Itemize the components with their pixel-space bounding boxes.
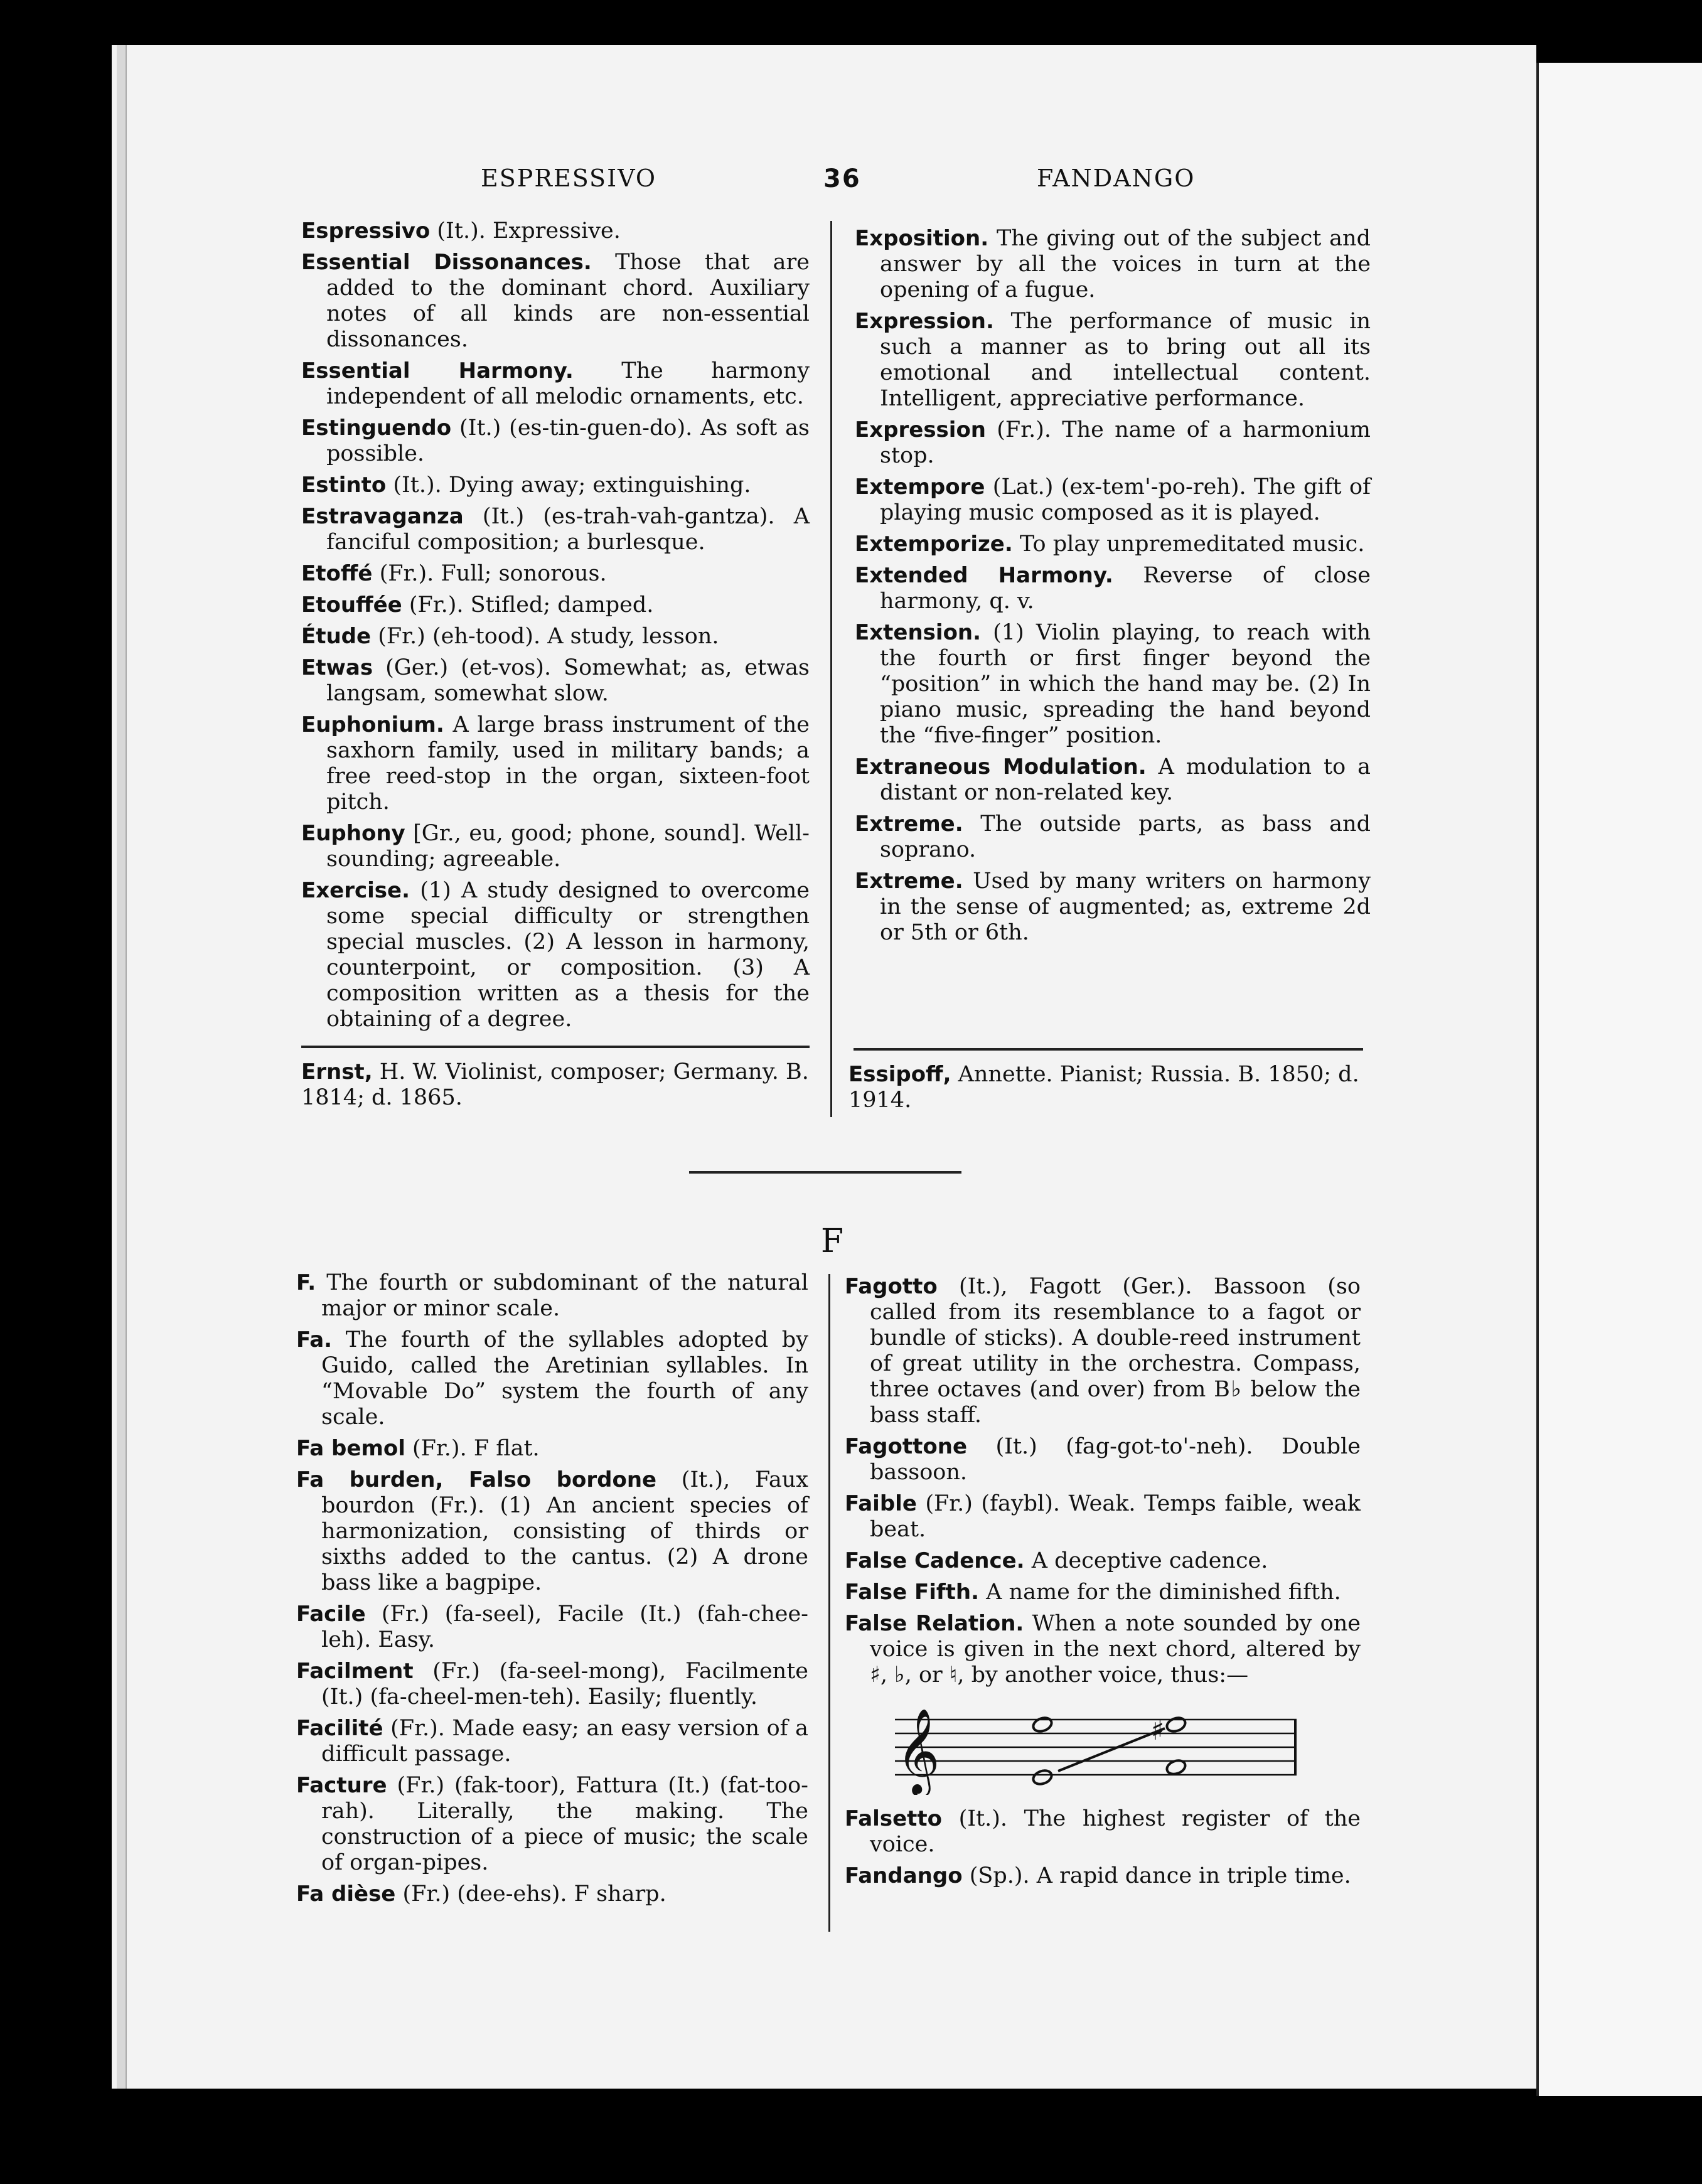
entry-headword: Facture [296, 1773, 387, 1798]
entry-headword: Falsetto [845, 1806, 942, 1831]
entry-definition: The outside parts, as bass and soprano. [880, 811, 1371, 862]
entry-headword: Expression. [855, 309, 994, 334]
entry-headword: Etoffé [301, 561, 373, 586]
entry-definition: (Sp.). A rapid dance in triple time. [962, 1863, 1351, 1888]
entry-headword: Extreme. [855, 869, 963, 894]
entry-headword: Faible [845, 1491, 917, 1516]
running-head-right: FANDANGO [1037, 164, 1196, 192]
dictionary-entry [301, 415, 810, 467]
entry-headword: Extraneous Modulation. [855, 754, 1147, 779]
entry-headword: Essential Harmony. [301, 358, 574, 383]
entry-headword: Estinguendo [301, 415, 452, 441]
dictionary-entry [845, 1274, 1361, 1428]
dictionary-entry [845, 1491, 1361, 1543]
dictionary-entry [855, 563, 1371, 614]
bio-text: Annette. Pianist; Russia. B. 1850; d. 1914. [848, 1062, 1359, 1113]
entry-headword: Fa burden, Falso bordone [296, 1467, 657, 1492]
entry-definition: (Fr.) (fa-seel-mong), Facilmente (It.) (fa-cheel-men-teh). Easily; fluently. [321, 1659, 808, 1710]
dictionary-entry [845, 1580, 1361, 1605]
entry-definition: Those that are added to the dominant chord. Auxiliary notes of all kinds are non-essential dissonances. [326, 250, 810, 352]
entry-headword: Estravaganza [301, 504, 464, 529]
entry-definition: (Fr.). Made easy; an easy version of a difficult passage. [321, 1716, 808, 1767]
entry-headword: Essential Dissonances. [301, 250, 592, 275]
entry-headword: Exercise. [301, 878, 410, 903]
rule-right [854, 1048, 1363, 1051]
entry-definition: (1) A study designed to overcome some special difficulty or strengthen special muscles. (2) A lesson in harmony, counterpoint, or composition. (3) A composition written as a thesis for the obtaining of a degree. [326, 878, 810, 1032]
entry-headword: Estinto [301, 473, 387, 498]
running-head-left: ESPRESSIVO [481, 164, 657, 192]
entry-headword: F. [296, 1270, 316, 1295]
entry-headword: Facilité [296, 1716, 383, 1741]
dictionary-entry [296, 1659, 808, 1710]
entry-headword: Fagottone [845, 1434, 968, 1459]
dictionary-entry [301, 250, 810, 353]
treble-clef-icon: 𝄞 [896, 1707, 940, 1794]
dictionary-entry [301, 878, 810, 1032]
sharp-icon: ♯ [1151, 1715, 1165, 1747]
entry-definition: (It.). Dying away; extinguishing. [386, 473, 751, 498]
column-divider-top [830, 221, 832, 1117]
entry-definition: Used by many writers on harmony in the sense of augmented; as, extreme 2d or 5th or 6th. [880, 869, 1371, 945]
entry-headword: Extempore [855, 474, 985, 500]
dictionary-entry [301, 655, 810, 707]
dictionary-entry [301, 821, 810, 872]
rule-left [301, 1046, 810, 1048]
entry-definition: Reverse of close harmony, q. v. [880, 563, 1371, 614]
entry-headword: Fa dièse [296, 1882, 396, 1907]
entry-headword: Étude [301, 624, 372, 649]
dictionary-entry [301, 624, 810, 650]
entry-headword: Fagotto [845, 1274, 938, 1299]
entry-definition: (Fr.) (fak-toor), Fattura (It.) (fat-too-rah). Literally, the making. The construction of a piece of music; the scale of organ-pipes. [321, 1773, 808, 1875]
column-divider-bottom [828, 1274, 830, 1932]
dictionary-entry [845, 1548, 1361, 1574]
half-note-icon [1031, 1768, 1053, 1786]
dictionary-entry [296, 1716, 808, 1767]
entry-headword: False Fifth. [845, 1580, 980, 1605]
entry-definition: (It.), Fagott (Ger.). Bassoon (so called from its resemblance to a fagot or bundle of sticks). A double-reed instrument of great utility in the orchestra. Compass, three octaves (and over) from B♭ below the bass staff. [870, 1274, 1361, 1428]
entry-definition: The giving out of the subject and answer by all the voices in turn at the opening of a fugue. [880, 226, 1371, 302]
bio-text: H. W. Violinist, composer; Germany. B. 1814; d. 1865. [301, 1059, 809, 1110]
dictionary-entry [855, 474, 1371, 526]
entry-headword: False Relation. [845, 1611, 1024, 1636]
dictionary-entry [845, 1434, 1361, 1485]
dictionary-entry [845, 1611, 1361, 1688]
entry-headword: Extemporize. [855, 532, 1013, 557]
dictionary-entry [301, 561, 810, 587]
entry-definition: (Fr.). The name of a harmonium stop. [880, 417, 1371, 468]
dictionary-entry [296, 1436, 808, 1462]
entry-definition: (It.) (fag-got-to'-neh). Double bassoon. [870, 1434, 1361, 1485]
entry-definition: (1) Violin playing, to reach with the fourth or first finger beyond the “position” in which the hand may be. (2) In piano music, spreading the hand beyond the “five-finger” position. [880, 620, 1371, 748]
dictionary-entry [296, 1327, 808, 1430]
dictionary-entry [301, 473, 810, 498]
entry-definition: (It.). Expressive. [430, 218, 621, 244]
entry-definition: (It.). The highest register of the voice. [870, 1806, 1361, 1857]
entry-headword: Expression [855, 417, 987, 442]
dictionary-entry [296, 1467, 808, 1596]
dictionary-entry [301, 218, 810, 244]
bio-ernst [301, 1059, 810, 1111]
entry-headword: Facile [296, 1602, 366, 1627]
dictionary-entry [301, 358, 810, 410]
dictionary-entry [855, 754, 1371, 806]
bio-essipoff [848, 1062, 1363, 1113]
entry-headword: Euphony [301, 821, 405, 846]
dictionary-entry [855, 869, 1371, 946]
dictionary-entry [845, 1806, 1361, 1858]
entry-definition: (Fr.). Stifled; damped. [402, 592, 654, 618]
entry-definition: (It.) (es-trah-vah-gantza). A fanciful composition; a burlesque. [326, 504, 810, 555]
entry-headword: Facilment [296, 1659, 414, 1684]
entry-definition: A modulation to a distant or non-related key. [880, 754, 1371, 805]
entry-definition: (Fr.) (faybl). Weak. Temps faible, weak beat. [870, 1491, 1361, 1542]
entry-definition: (Lat.) (ex-tem'-po-reh). The gift of playing music composed as it is played. [880, 474, 1371, 525]
entry-definition: A large brass instrument of the saxhorn family, used in military bands; a free reed-stop in the organ, sixteen-foot pitch. [326, 712, 810, 815]
section-rule [689, 1171, 961, 1174]
entry-headword: Fandango [845, 1863, 963, 1888]
music-staff-svg [889, 1701, 1303, 1795]
bio-headword: Essipoff, [848, 1062, 951, 1087]
entry-definition: [Gr., eu, good; phone, sound]. Well-sounding; agreeable. [326, 821, 810, 872]
half-note-icon [1165, 1715, 1187, 1733]
dictionary-entry [855, 417, 1371, 469]
entry-definition: The harmony independent of all melodic ornaments, etc. [326, 358, 810, 409]
entry-definition: The fourth or subdominant of the natural major or minor scale. [316, 1270, 808, 1321]
column-right-bottom [845, 1274, 1361, 1895]
entry-definition: A name for the diminished fifth. [979, 1580, 1341, 1605]
dictionary-entry [301, 712, 810, 815]
entry-headword: Fa bemol [296, 1436, 405, 1461]
dictionary-entry [301, 504, 810, 555]
entry-definition: To play unpremeditated music. [1012, 532, 1365, 557]
entry-definition: (Fr.). Full; sonorous. [372, 561, 607, 586]
dictionary-entry [855, 309, 1371, 412]
bio-headword: Ernst, [301, 1059, 373, 1084]
entry-headword: Fa. [296, 1327, 333, 1352]
dictionary-entry [855, 532, 1371, 557]
entry-definition: A deceptive cadence. [1024, 1548, 1268, 1573]
entry-definition: The performance of music in such a manner as to bring out all its emotional and intellectual content. Intelligent, appreciative performance. [880, 309, 1371, 411]
entry-headword: Espressivo [301, 218, 431, 244]
entry-headword: Extended Harmony. [855, 563, 1113, 588]
dictionary-entry [845, 1863, 1361, 1889]
entry-definition: (Fr.) (dee-ehs). F sharp. [395, 1882, 666, 1907]
dictionary-entry [296, 1602, 808, 1653]
page-number: 36 [823, 164, 861, 193]
column-left-top [301, 218, 810, 1038]
entry-definition: (Ger.) (et-vos). Somewhat; as, etwas langsam, somewhat slow. [326, 655, 810, 706]
entry-definition: When a note sounded by one voice is given in the next chord, altered by ♯, ♭, or ♮, by another voice, thus:— [870, 1611, 1361, 1688]
half-note-icon [1031, 1715, 1053, 1733]
dictionary-entry [296, 1882, 808, 1907]
entry-headword: Extension. [855, 620, 982, 645]
entry-headword: Etouffée [301, 592, 402, 618]
entry-headword: False Cadence. [845, 1548, 1025, 1573]
dictionary-entry [296, 1270, 808, 1322]
dictionary-entry [296, 1773, 808, 1876]
entry-headword: Etwas [301, 655, 373, 680]
dictionary-entry [855, 620, 1371, 749]
music-staff-example [889, 1701, 1303, 1795]
column-left-bottom [296, 1270, 808, 1913]
entry-headword: Exposition. [855, 226, 989, 251]
facing-page-edge [1536, 63, 1702, 2096]
dictionary-entry [301, 592, 810, 618]
entry-definition: (Fr.) (fa-seel), Facile (It.) (fah-chee-leh). Easy. [321, 1602, 808, 1652]
entry-definition: (Fr.). F flat. [405, 1436, 540, 1461]
dictionary-entry [855, 811, 1371, 863]
dictionary-entry [855, 226, 1371, 303]
entry-definition: The fourth of the syllables adopted by Guido, called the Aretinian syllables. In “Movable Do” system the fourth of any scale. [321, 1327, 808, 1430]
entry-definition: (It.), Faux bourdon (Fr.). (1) An ancient species of harmonization, consisting of thirds or sixths added to the cantus. (2) A drone bass like a bagpipe. [321, 1467, 808, 1595]
entry-definition: (It.) (es-tin-guen-do). As soft as possible. [326, 415, 810, 466]
entry-headword: Extreme. [855, 811, 963, 837]
entry-definition: (Fr.) (eh-tood). A study, lesson. [371, 624, 719, 649]
column-right-top [855, 226, 1371, 951]
section-letter: F [821, 1223, 844, 1260]
page-binding-edge [117, 45, 127, 2089]
entry-headword: Euphonium. [301, 712, 444, 737]
